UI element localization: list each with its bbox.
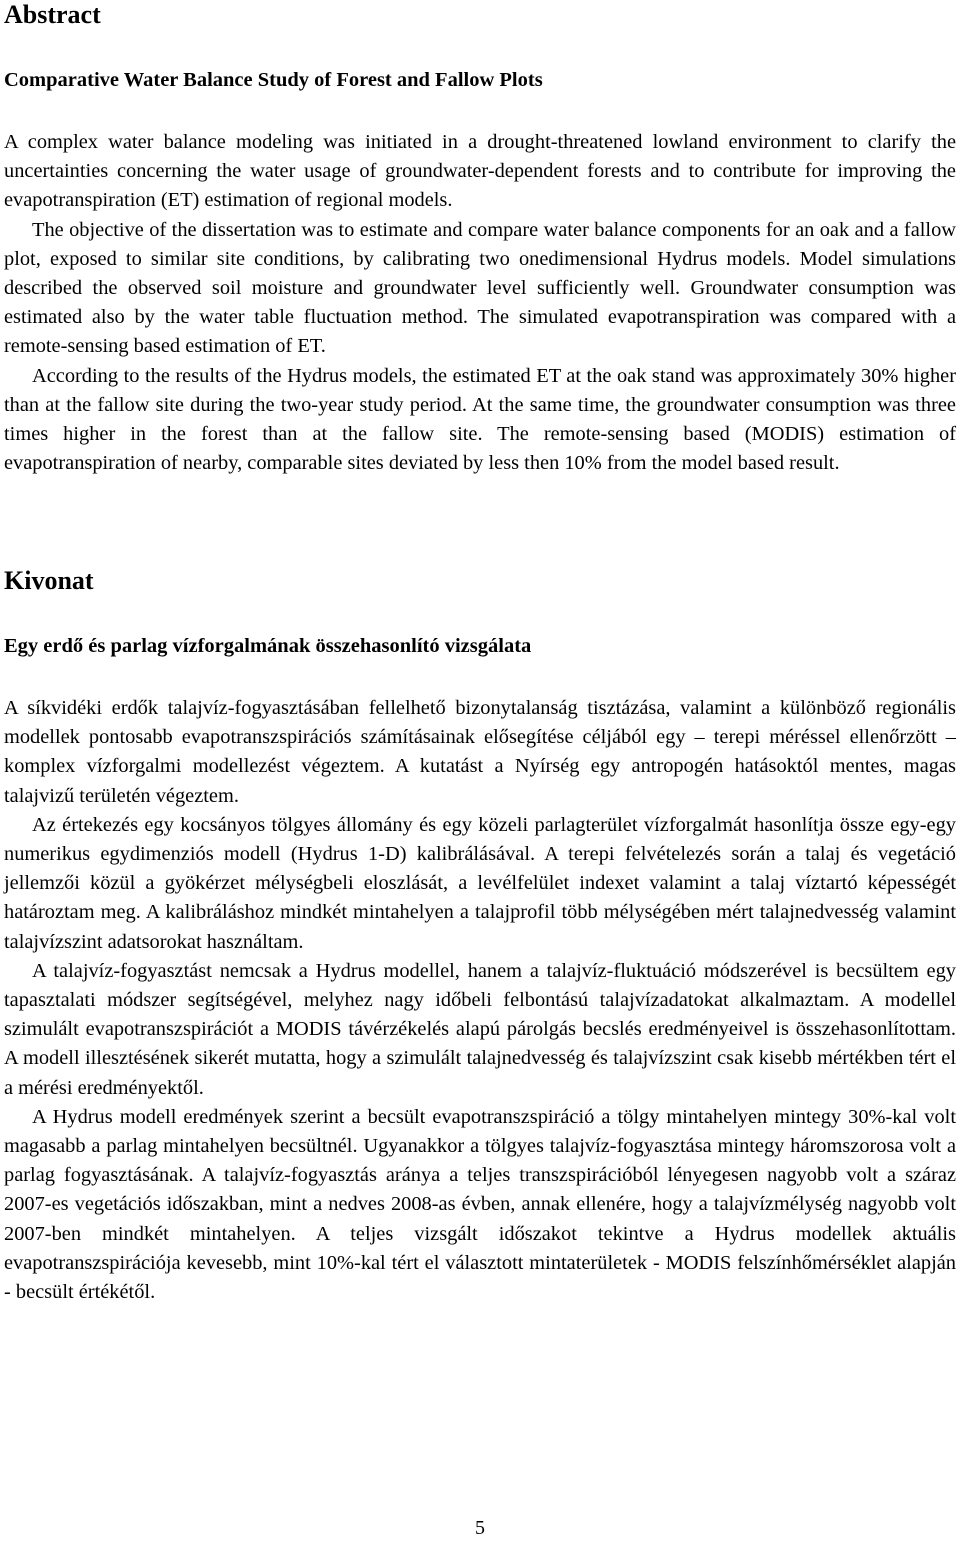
kivonat-paragraph-1: A síkvidéki erdők talajvíz-fogyasztásában fellelhető bizonytalanság tisztázása, valamint a különböző regionális modellek pontosabb evapotranszspirációs számításainak elősegítése céljából egy – terepi méréssel ellenőrzött – komplex vízforgalmi modellezést végeztem. A kutatást a Nyírség egy antropogén hatásoktól mentes, magas talajvizű területén végeztem. <box>4 697 956 807</box>
abstract-body <box>4 128 956 478</box>
abstract-title: Comparative Water Balance Study of Forest and Fallow Plots <box>4 69 543 91</box>
kivonat-paragraph-4: A Hydrus modell eredmények szerint a becsült evapotranszspiráció a tölgy mintahelyen mintegy 30%-kal volt magasabb a parlag mintahelyen becsültnél. Ugyanakkor a tölgyes talajvíz-fogyasztása mintegy háromszorosa volt a parlag fogyasztásának. A talajvíz-fogyasztás aránya a teljes transzspirációból lényegesen nagyobb volt a száraz 2007-es vegetációs időszakban, mint a nedves 2008-as évben, annak ellenére, hogy a talajvízmélység nagyobb volt 2007-ben mindkét mintahelyen. A teljes vizsgált időszakot tekintve a Hydrus modellek aktuális evapotranszspirációja kevesebb, mint 10%-kal tért el választott mintaterületek - MODIS felszínhőmérséklet alapján - becsült értékétől. <box>4 1105 956 1304</box>
kivonat-paragraph-2: Az értekezés egy kocsányos tölgyes állomány és egy közeli parlagterület vízforgalmát hasonlítja össze egy-egy numerikus egydimenziós modell (Hydrus 1-D) kalibrálásával. A terepi felvételezés során a talaj és vegetáció jellemzői közül a gyökérzet mélységbeli eloszlását, a levélfelület indexet valamint a talaj víztartó képességét határoztam meg. A kalibráláshoz mindkét mintahelyen a talajprofil több mélységében mért talajnedvesség valamint talajvízszint adatsorokat használtam. <box>4 813 956 953</box>
kivonat-body <box>4 694 956 1307</box>
kivonat-paragraph-3: A talajvíz-fogyasztást nemcsak a Hydrus modellel, hanem a talajvíz-fluktuáció módszerével is becsültem egy tapasztalati módszer segítségével, melyhez nagy időbeli felbontású talajvízadatokat alkalmaztam. A modellel szimulált evapotranszspirációt a MODIS távérzékelés alapú párolgás becslés eredményeivel is összehasonlítottam. A modell illesztésének sikerét mutatta, hogy a szimulált talajnedvesség és talajvízszint csak kisebb mértékben tért el a mérési eredményektől. <box>4 959 956 1099</box>
abstract-heading: Abstract <box>4 0 101 29</box>
abstract-paragraph-3: According to the results of the Hydrus models, the estimated ET at the oak stand was approximately 30% higher than at the fallow site during the two-year study period. At the same time, the groundwater consumption was three times higher in the forest than at the fallow site. The remote-sensing based (MODIS) estimation of evapotranspiration of nearby, comparable sites deviated by less then 10% from the model based result. <box>4 364 956 475</box>
page-number: 5 <box>475 1517 485 1539</box>
kivonat-heading: Kivonat <box>4 566 94 595</box>
abstract-paragraph-2: The objective of the dissertation was to estimate and compare water balance components for an oak and a fallow plot, exposed to similar site conditions, by calibrating two onedimensional Hydrus models. Model simulations described the observed soil moisture and groundwater level sufficiently well. Groundwater consumption was estimated also by the water table fluctuation method. The simulated evapotranspiration was compared with a remote-sensing based estimation of ET. <box>4 218 956 358</box>
abstract-paragraph-1: A complex water balance modeling was initiated in a drought-threatened lowland environment to clarify the uncertainties concerning the water usage of groundwater-dependent forests and to contribute for improving the evapotranspiration (ET) estimation of regional models. <box>4 131 956 212</box>
kivonat-title: Egy erdő és parlag vízforgalmának összehasonlító vizsgálata <box>4 635 532 657</box>
